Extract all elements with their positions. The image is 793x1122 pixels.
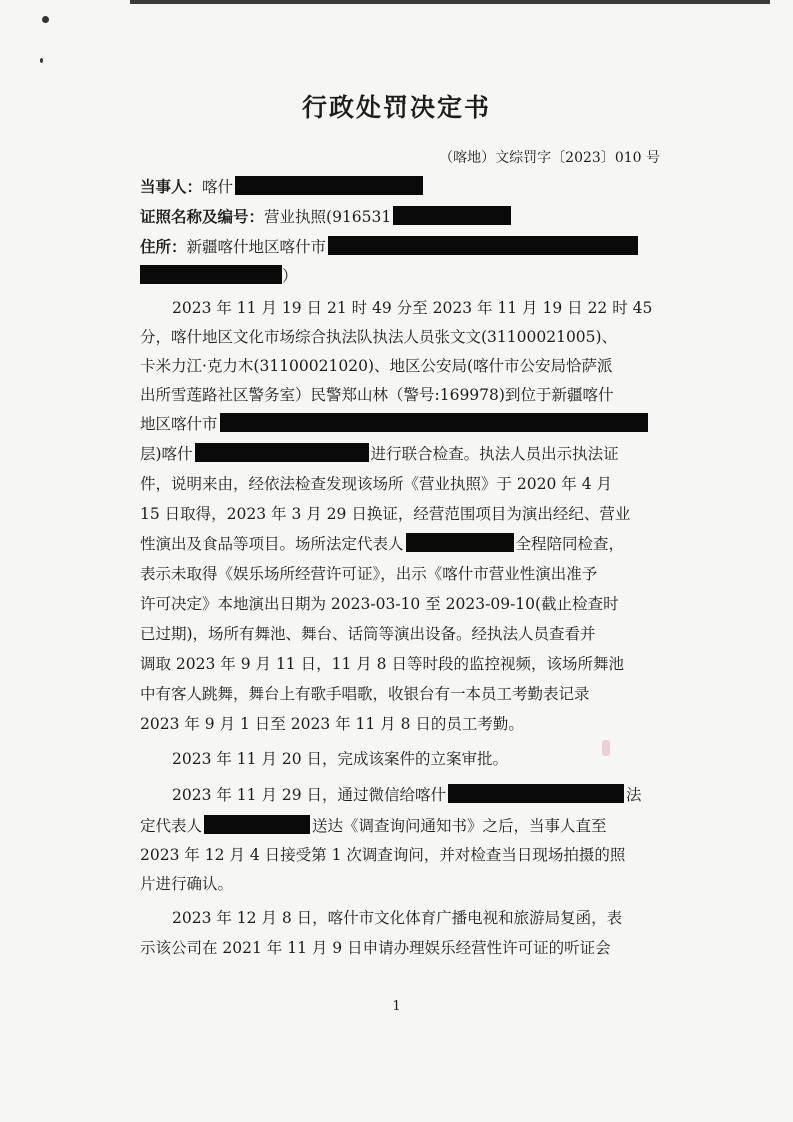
party-value: 喀什 — [202, 178, 234, 196]
ink-stain — [602, 740, 610, 756]
party-label: 当事人： — [140, 177, 203, 196]
body-text: 2023 年 11 月 20 日，完成该案件的立案审批。 — [172, 750, 509, 768]
redaction-bar — [393, 206, 511, 225]
body-text: 已过期)，场所有舞池、舞台、话筒等演出设备。经执法人员查看并 — [140, 625, 596, 643]
address-line — [140, 235, 638, 257]
scan-speck — [40, 58, 43, 63]
redaction-bar — [220, 413, 648, 432]
scan-edge-line — [130, 0, 770, 4]
body-text: 卡米力江·克力木(31100021020)、地区公安局(喀什市公安局恰萨派 — [140, 357, 613, 375]
redaction-bar — [406, 533, 514, 552]
address-line-2 — [140, 264, 298, 286]
body-text: 件，说明来由，经依法检查发现该场所《营业执照》于 2020 年 4 月 — [140, 475, 613, 493]
body-text: 调取 2023 年 9 月 11 日，11 月 8 日等时段的监控视频，该场所舞池 — [140, 655, 624, 673]
redaction-bar — [448, 784, 624, 803]
scan-speck — [42, 16, 49, 23]
license-value: 营业执照(916531 — [264, 208, 392, 226]
body-text: 许可决定》本地演出日期为 2023-03-10 至 2023-09-10(截止检查时 — [140, 595, 619, 613]
redaction-bar — [328, 236, 638, 255]
body-text: 2023 年 12 月 8 日，喀什市文化体育广播电视和旅游局复函，表 — [172, 909, 623, 927]
redaction-bar — [140, 265, 282, 284]
body-line — [140, 872, 233, 894]
body-text: 层)喀什 — [140, 445, 193, 463]
body-line — [172, 783, 642, 805]
redaction-bar — [195, 443, 369, 462]
address-label: 住所： — [140, 237, 187, 256]
body-line — [140, 562, 597, 584]
redaction-bar — [235, 176, 423, 195]
body-text: 中有客人跳舞，舞台上有歌手唱歌，收银台有一本员工考勤表记录 — [140, 685, 590, 703]
address-close: ） — [282, 267, 298, 285]
body-line — [140, 652, 624, 674]
document-title: 行政处罚决定书 — [301, 93, 491, 122]
body-line — [140, 814, 607, 836]
body-text: 地区喀什市 — [140, 415, 218, 433]
body-text: 片进行确认。 — [140, 875, 234, 893]
party-line — [140, 175, 423, 197]
body-text: 2023 年 9 月 1 日至 2023 年 11 月 8 日的员工考勤。 — [140, 715, 524, 733]
body-text: 法 — [626, 786, 642, 804]
license-line — [140, 205, 511, 227]
body-text: 全程陪同检查， — [515, 535, 625, 553]
body-text: 分，喀什地区文化市场综合执法队执法人员张文文(31100021005)、 — [140, 328, 618, 346]
body-text: 2023 年 11 月 29 日，通过微信给喀什 — [172, 786, 447, 804]
body-text: 性演出及食品等项目。场所法定代表人 — [140, 535, 404, 553]
body-line — [140, 532, 624, 554]
body-line — [140, 502, 630, 524]
body-line — [140, 592, 619, 614]
body-text: 出所雪莲路社区警务室）民警郑山林（警号:169978)到位于新疆喀什 — [140, 386, 614, 404]
body-line — [140, 843, 625, 865]
body-line — [140, 412, 648, 434]
license-label: 证照名称及编号： — [140, 207, 265, 226]
body-line — [172, 906, 622, 928]
body-text: 2023 年 11 月 19 日 21 时 49 分至 2023 年 11 月 19 日 22 时 45 — [172, 299, 653, 317]
body-line — [140, 682, 590, 704]
body-line — [140, 442, 619, 464]
body-line — [140, 325, 617, 347]
body-text: 表示未取得《娱乐场所经营许可证》，出示《喀什市营业性演出准予 — [140, 565, 598, 583]
address-value: 新疆喀什地区喀什市 — [186, 238, 327, 256]
body-line — [172, 747, 508, 769]
body-text: 2023 年 12 月 4 日接受第 1 次调查询问，并对检查当日现场拍摄的照 — [140, 846, 626, 864]
body-line — [140, 936, 611, 958]
body-text: 15 日取得，2023 年 3 月 29 日换证，经营范围项目为演出经纪、营业 — [140, 505, 631, 523]
body-text: 进行联合检查。执法人员出示执法证 — [370, 445, 619, 463]
body-line — [140, 354, 613, 376]
document-number: （喀地）文综罚字〔2023〕010 号 — [439, 150, 660, 166]
body-line — [172, 296, 652, 318]
body-text: 定代表人 — [140, 817, 203, 835]
body-line — [140, 622, 596, 644]
body-text: 示该公司在 2021 年 11 月 9 日申请办理娱乐经营性许可证的听证会 — [140, 939, 611, 957]
body-line — [140, 712, 524, 734]
body-line — [140, 472, 612, 494]
page-number: 1 — [392, 999, 401, 1014]
body-text: 送达《调查询问通知书》之后，当事人直至 — [312, 817, 607, 835]
body-line — [140, 383, 613, 405]
redaction-bar — [204, 815, 310, 834]
